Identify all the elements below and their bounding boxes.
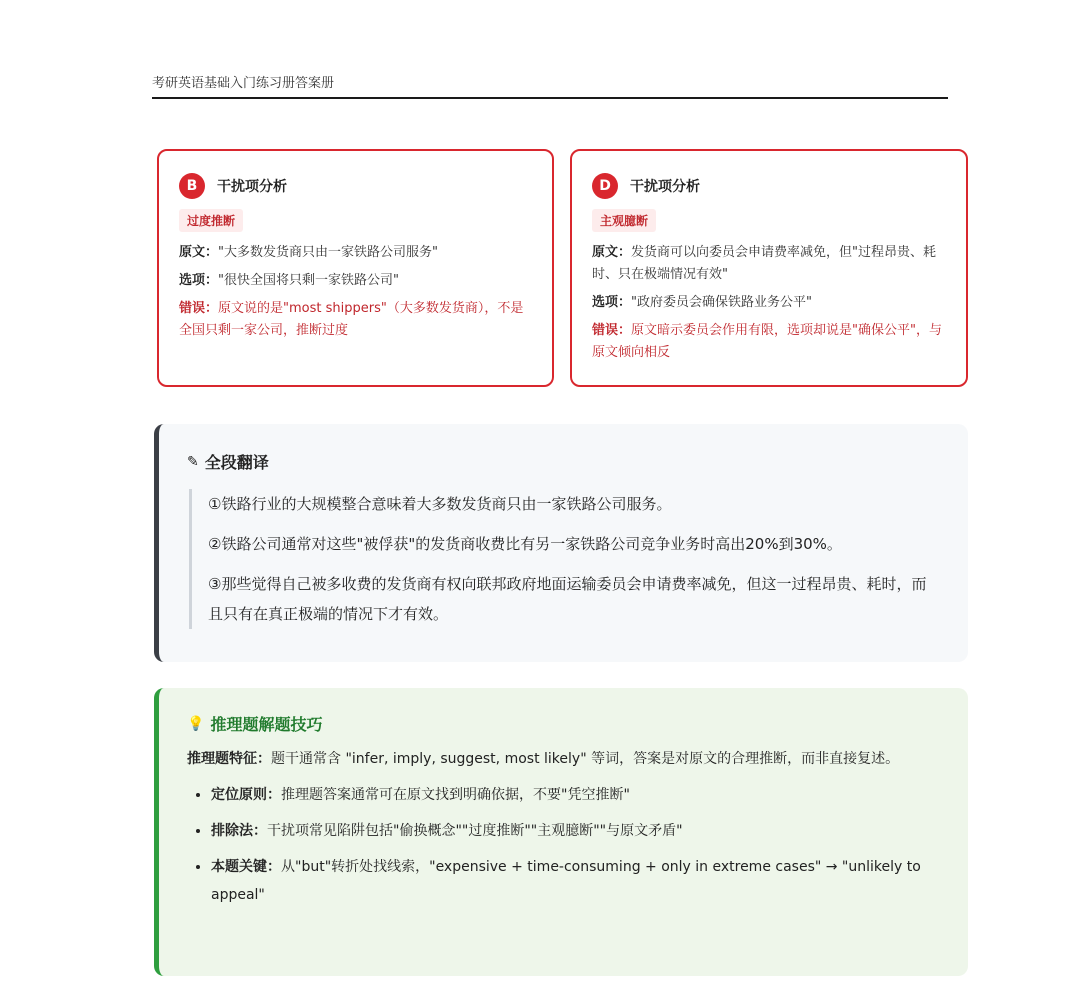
error-text: 原文说的是"most shippers"（大多数发货商），不是全国只剩一家公司，推断过度 xyxy=(179,301,524,338)
translation-title xyxy=(187,450,940,473)
translation-quote xyxy=(189,489,940,629)
tip-text: 从"but"转折处找线索，"expensive + time-consuming + only in extreme cases" → "unlikely to appeal" xyxy=(211,859,921,903)
error-type-tag: 主观臆断 xyxy=(592,209,656,232)
tip-label: 排除法： xyxy=(211,823,267,839)
tips-intro-label: 推理题特征： xyxy=(187,751,271,767)
option-text: "政府委员会确保铁路业务公平" xyxy=(631,295,812,310)
original-text-line xyxy=(592,242,946,286)
original-text-line xyxy=(179,242,532,264)
error-label: 错误： xyxy=(179,301,219,316)
option-label: 选项： xyxy=(592,295,632,310)
original-text: 发货商可以向委员会申请费率减免，但"过程昂贵、耗时、只在极端情况有效" xyxy=(592,245,936,282)
option-label: 选项： xyxy=(179,273,219,288)
option-text: "很快全国将只剩一家铁路公司" xyxy=(218,273,399,288)
translation-section xyxy=(154,424,968,662)
tip-text: 推理题答案通常可在原文找到明确依据，不要"凭空推断" xyxy=(281,787,630,803)
tips-list-item xyxy=(211,781,940,809)
tip-text: 干扰项常见陷阱包括"偷换概念""过度推断""主观臆断""与原文矛盾" xyxy=(267,823,683,839)
tip-label: 本题关键： xyxy=(211,859,281,875)
error-text: 原文暗示委员会作用有限，选项却说是"确保公平"，与原文倾向相反 xyxy=(592,323,942,360)
error-line xyxy=(592,320,946,364)
distractor-card-d xyxy=(570,149,968,387)
translation-paragraph: ②铁路公司通常对这些"被俘获"的发货商收费比有另一家铁路公司竞争业务时高出20%到30%。 xyxy=(208,535,842,553)
translation-title-text: 全段翻译 xyxy=(204,453,269,472)
translation-paragraph: ①铁路行业的大规模整合意味着大多数发货商只由一家铁路公司服务。 xyxy=(208,495,672,513)
error-label: 错误： xyxy=(592,323,632,338)
tips-list xyxy=(187,781,940,909)
original-text: "大多数发货商只由一家铁路公司服务" xyxy=(218,245,438,260)
card-head xyxy=(592,173,946,199)
option-letter-badge: B xyxy=(179,173,205,199)
tips-list-item xyxy=(211,853,940,909)
tips-list-item xyxy=(211,817,940,845)
tips-intro xyxy=(187,745,940,773)
tips-intro-text: 题干通常含 "infer, imply, suggest, most likely" 等词，答案是对原文的合理推断，而非直接复述。 xyxy=(271,751,900,767)
error-line xyxy=(179,298,532,342)
translation-paragraph: ③那些觉得自己被多收费的发货商有权向联邦政府地面运输委员会申请费率减免，但这一过程昂贵、耗时，而且只有在真正极端的情况下才有效。 xyxy=(208,575,927,623)
lightbulb-icon: 💡 xyxy=(187,715,205,732)
tips-title xyxy=(187,712,940,735)
pencil-icon: ✎ xyxy=(187,453,199,470)
tip-label: 定位原则： xyxy=(211,787,281,803)
original-label: 原文： xyxy=(592,245,632,260)
option-letter-badge: D xyxy=(592,173,618,199)
page-header-title: 考研英语基础入门练习册答案册 xyxy=(152,76,335,91)
original-label: 原文： xyxy=(179,245,219,260)
tips-title-text: 推理题解题技巧 xyxy=(210,715,323,734)
option-text-line xyxy=(592,292,946,314)
distractor-card-b xyxy=(157,149,554,387)
card-title: 干扰项分析 xyxy=(217,179,287,195)
error-type-tag: 过度推断 xyxy=(179,209,243,232)
page-header xyxy=(152,72,948,99)
card-title: 干扰项分析 xyxy=(630,179,700,195)
card-head xyxy=(179,173,532,199)
tips-section xyxy=(154,688,968,976)
option-text-line xyxy=(179,270,532,292)
